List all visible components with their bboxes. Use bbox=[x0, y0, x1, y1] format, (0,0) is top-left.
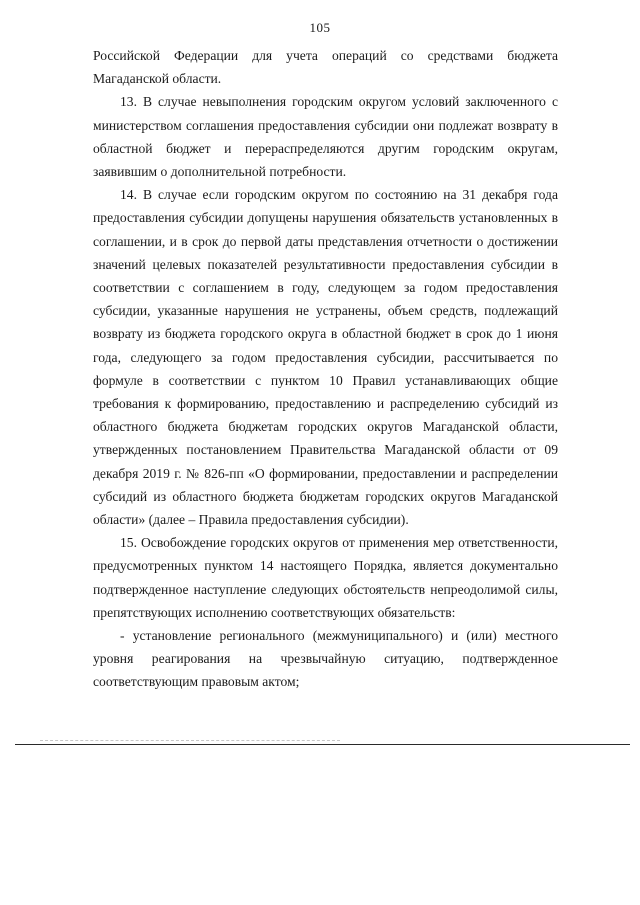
paragraph-13: 13. В случае невыполнения городским округом условий заключенного с министерством соглашения предоставления субсидии они подлежат возврату в областной бюджет и перераспределяются другим городским округам, заявившим о дополнительной потребности. bbox=[93, 94, 558, 180]
scan-artifact-line bbox=[40, 740, 340, 741]
paragraph-continuation: Российской Федерации для учета операций со средствами бюджета Магаданской области. bbox=[93, 48, 558, 87]
paragraph-14: 14. В случае если городским округом по состоянию на 31 декабря года предоставления субсидии допущены нарушения обязательств установленных в соглашении, и в срок до первой даты представления отчетности о достижении значений целевых показателей результативности предоставления субсидии в соответствии с соглашением в году, следующем за годом предоставления субсидии, указанные нарушения не устранены, объем средств, подлежащий возврату из бюджета городского округа в областной бюджет в срок до 1 июня года, следующего за годом предоставления субсидии, рассчитывается по формуле в соответствии с пунктом 10 Правил устанавливающих общие требования к формированию, предоставлению и распределению субсидий из областного бюджета бюджетам городских округов Магаданской области, утвержденных постановлением Правительства Магаданской области от 09 декабря 2019 г. № 826-пп «О формировании, предоставлении и распределении субсидий из областного бюджета бюджетам городских округов Магаданской области» (далее – Правила предоставления субсидии). bbox=[93, 187, 558, 528]
page-bottom-rule bbox=[15, 744, 630, 745]
document-body bbox=[93, 44, 558, 694]
paragraph-15: 15. Освобождение городских округов от применения мер ответственности, предусмотренных пунктом 14 настоящего Порядка, является документально подтвержденное наступление следующих обстоятельств непреодолимой силы, препятствующих исполнению соответствующих обязательств: bbox=[93, 535, 558, 620]
paragraph-15-list-item: - установление регионального (межмуниципального) и (или) местного уровня реагирования на чрезвычайную ситуацию, подтвержденное соответствующим правовым актом; bbox=[93, 628, 558, 690]
page-number: 105 bbox=[309, 20, 331, 35]
